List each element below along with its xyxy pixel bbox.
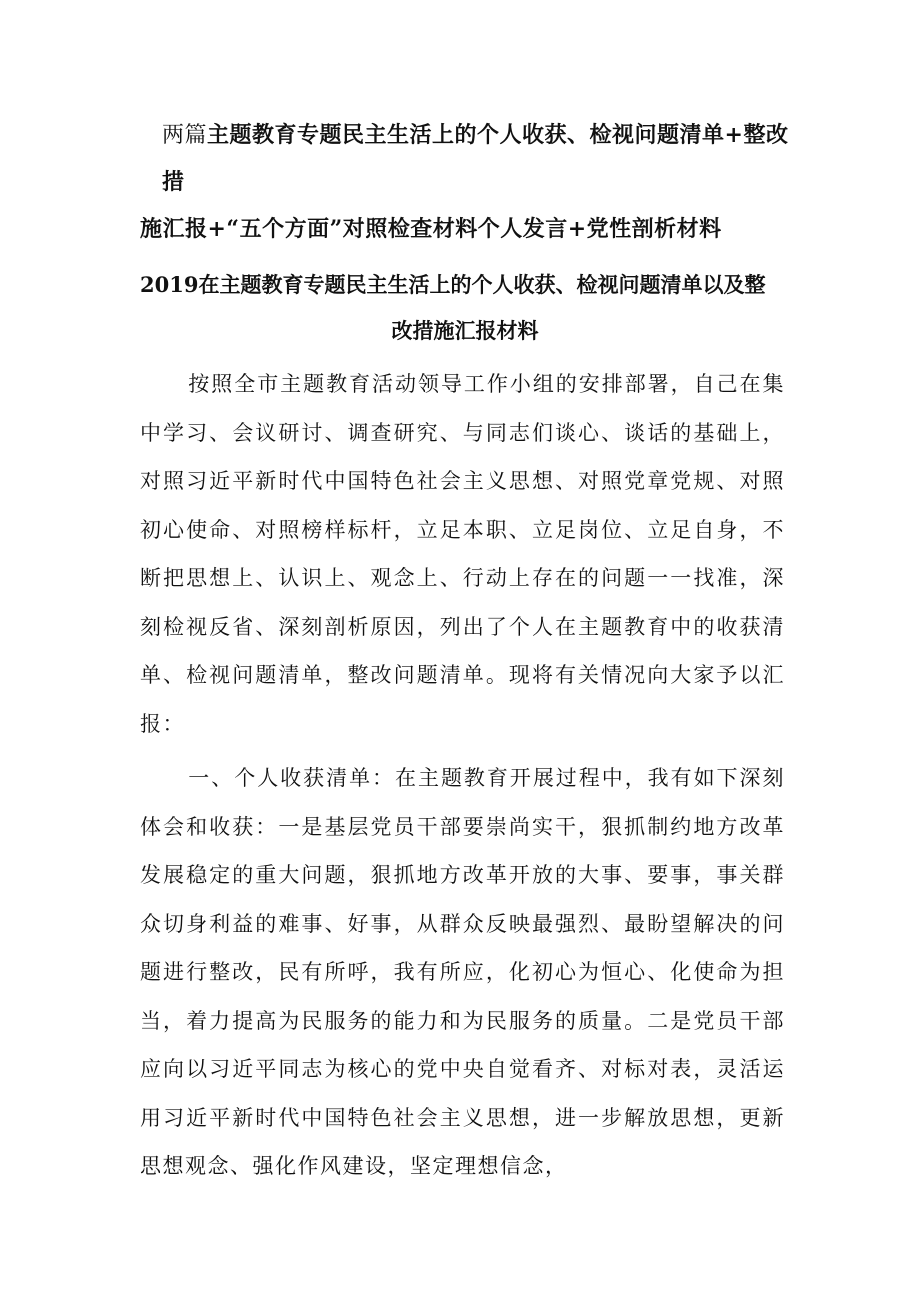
title-bold-text: 主题教育专题民主生活上的个人收获、检视问题清单+整改措 bbox=[162, 122, 789, 195]
title-second-line: 施汇报+“五个方面”对照检查材料个人发言+党性剖析材料 bbox=[140, 216, 722, 242]
subtitle-line-2: 改措施汇报材料 bbox=[391, 318, 539, 343]
body-paragraph-2: 一、个人收获清单：在主题教育开展过程中，我有如下深刻体会和收获：一是基层党员干部要崇尚实干，狠抓制约地方改革发展稳定的重大问题，狠抓地方改革开放的大事、要事，事关群众切身利益的难事、好事，从群众反映最强烈、最盼望解决的问题进行整改，民有所呼，我有所应，化初心为恒心、化使命为担当，着力提高为民服务的能力和为民服务的质量。二是党员干部应向以习近平同志为核心的党中央自觉看齐、对标对表，灵活运用习近平新时代中国特色社会主义思想，进一步解放思想，更新思想观念、强化作风建设，坚定理想信念， bbox=[140, 766, 785, 1178]
document-subtitle bbox=[140, 262, 790, 354]
document-title bbox=[140, 112, 790, 252]
title-first-line bbox=[140, 112, 790, 206]
title-prefix: 两篇 bbox=[162, 123, 208, 148]
document-body bbox=[140, 360, 785, 1191]
subtitle-line-1: 2019在主题教育专题民主生活上的个人收获、检视问题清单以及整 bbox=[140, 272, 766, 297]
body-paragraph-1: 按照全市主题教育活动领导工作小组的安排部署，自己在集中学习、会议研讨、调查研究、与同志们谈心、谈话的基础上，对照习近平新时代中国特色社会主义思想、对照党章党规、对照初心使命、对照榜样标杆，立足本职、立足岗位、立足自身，不断把思想上、认识上、观念上、行动上存在的问题一一找准，深刻检视反省、深刻剖析原因，列出了个人在主题教育中的收获清单、检视问题清单，整改问题清单。现将有关情况向大家予以汇报： bbox=[140, 372, 785, 736]
